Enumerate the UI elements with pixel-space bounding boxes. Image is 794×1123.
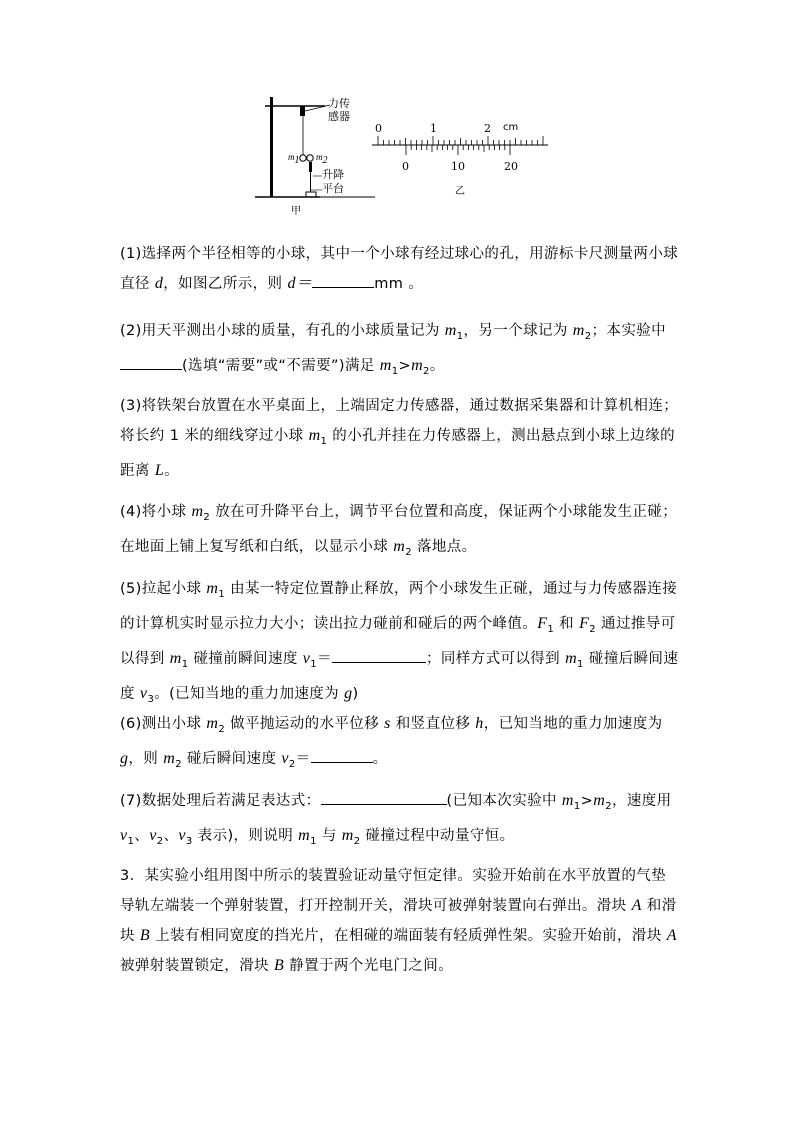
vernier-scale-20: 20 <box>504 160 518 173</box>
vernier-scale-0: 0 <box>402 160 409 173</box>
m2-label: $m_2$ <box>316 152 328 166</box>
m1-label: $m_1$ <box>288 152 300 166</box>
answer-blank-d[interactable] <box>312 273 374 288</box>
platform-label-2: 平台 <box>322 182 344 195</box>
answer-blank-expression[interactable] <box>321 790 447 805</box>
question-5: (5)拉起小球 $m_1$ 由某一特定位置静止释放，两个小球发生正碰，通过与力传感器连接的计算机实时显示拉力大小；读出拉力碰前和碰后的两个峰值。$F_1$ 和 $F_2$ 通过推导可以得到 $m_1$ 碰撞前瞬间速度 $v_1=$ ；同样方式可以得到 $m_1$ 碰撞后瞬间速度 $v_3$。(已知当地的重力加速度为 g) <box>120 580 679 705</box>
question-2: (2)用天平测出小球的质量，有孔的小球质量记为 $m_1$，另一个球记为 $m_2$；本实验中(选填“需要”或“不需要”)满足 $m_1>m_2$。 <box>120 322 667 377</box>
main-scale-1: 1 <box>430 122 437 135</box>
question-6: (6)测出小球 $m_2$ 做平抛运动的水平位移 s 和竖直位移 h，已知当地的重力加速度为 g，则 $m_2$ 碰后瞬间速度 $v_2=$ 。 <box>120 715 663 770</box>
question-7: (7)数据处理后若满足表达式： (已知本次实验中 $m_1>m_2$，速度用 $v_1$、$v_2$、$v_3$ 表示)，则说明 $m_1$ 与 $m_2$ 碰撞过程中动量守恒。 <box>120 792 672 847</box>
question-3: (3)将铁架台放置在水平桌面上，上端固定力传感器，通过数据采集器和计算机相连；将长约 1 米的细线穿过小球 $m_1$ 的小孔并挂在力传感器上，测出悬点到小球上边缘的距离 L。 <box>120 398 679 479</box>
sensor-label-2: 感器 <box>328 110 350 123</box>
main-scale-0: 0 <box>375 122 382 135</box>
question-1: (1)选择两个半径相等的小球，其中一个小球有经过球心的孔，用游标卡尺测量两小球直径 d，如图乙所示，则 d＝ mm 。 <box>120 246 679 292</box>
problem-3: 3．某实验小组用图中所示的装置验证动量守恒定律。实验开始前在水平放置的气垫导轨左端装一个弹射装置，打开控制开关，滑块可被弹射装置向右弹出。滑块 A 和滑块 B 上装有相同宽度的挡光片，在相碰的端面装有轻质弹性架。实验开始前，滑块 A 被弹射装置锁定，滑块 B 静置于两个光电门之间。 <box>120 868 677 974</box>
vernier-scale-10: 10 <box>451 160 465 173</box>
answer-blank-need[interactable] <box>120 355 182 370</box>
answer-blank-v1[interactable] <box>332 648 426 663</box>
platform-label: 升降 <box>322 168 344 181</box>
question-4: (4)将小球 $m_2$ 放在可升降平台上，调节平台位置和高度，保证两个小球能发生正碰；在地面上铺上复写纸和白纸，以显示小球 $m_2$ 落地点。 <box>120 503 678 558</box>
experiment-figure <box>250 92 550 217</box>
main-scale-unit: cm <box>503 122 519 133</box>
figure-yi-label: 乙 <box>455 186 465 197</box>
answer-blank-v2[interactable] <box>311 748 373 763</box>
figure-jia-label: 甲 <box>291 206 301 217</box>
main-scale-2: 2 <box>484 122 491 135</box>
sensor-label: 力传 <box>328 97 350 110</box>
